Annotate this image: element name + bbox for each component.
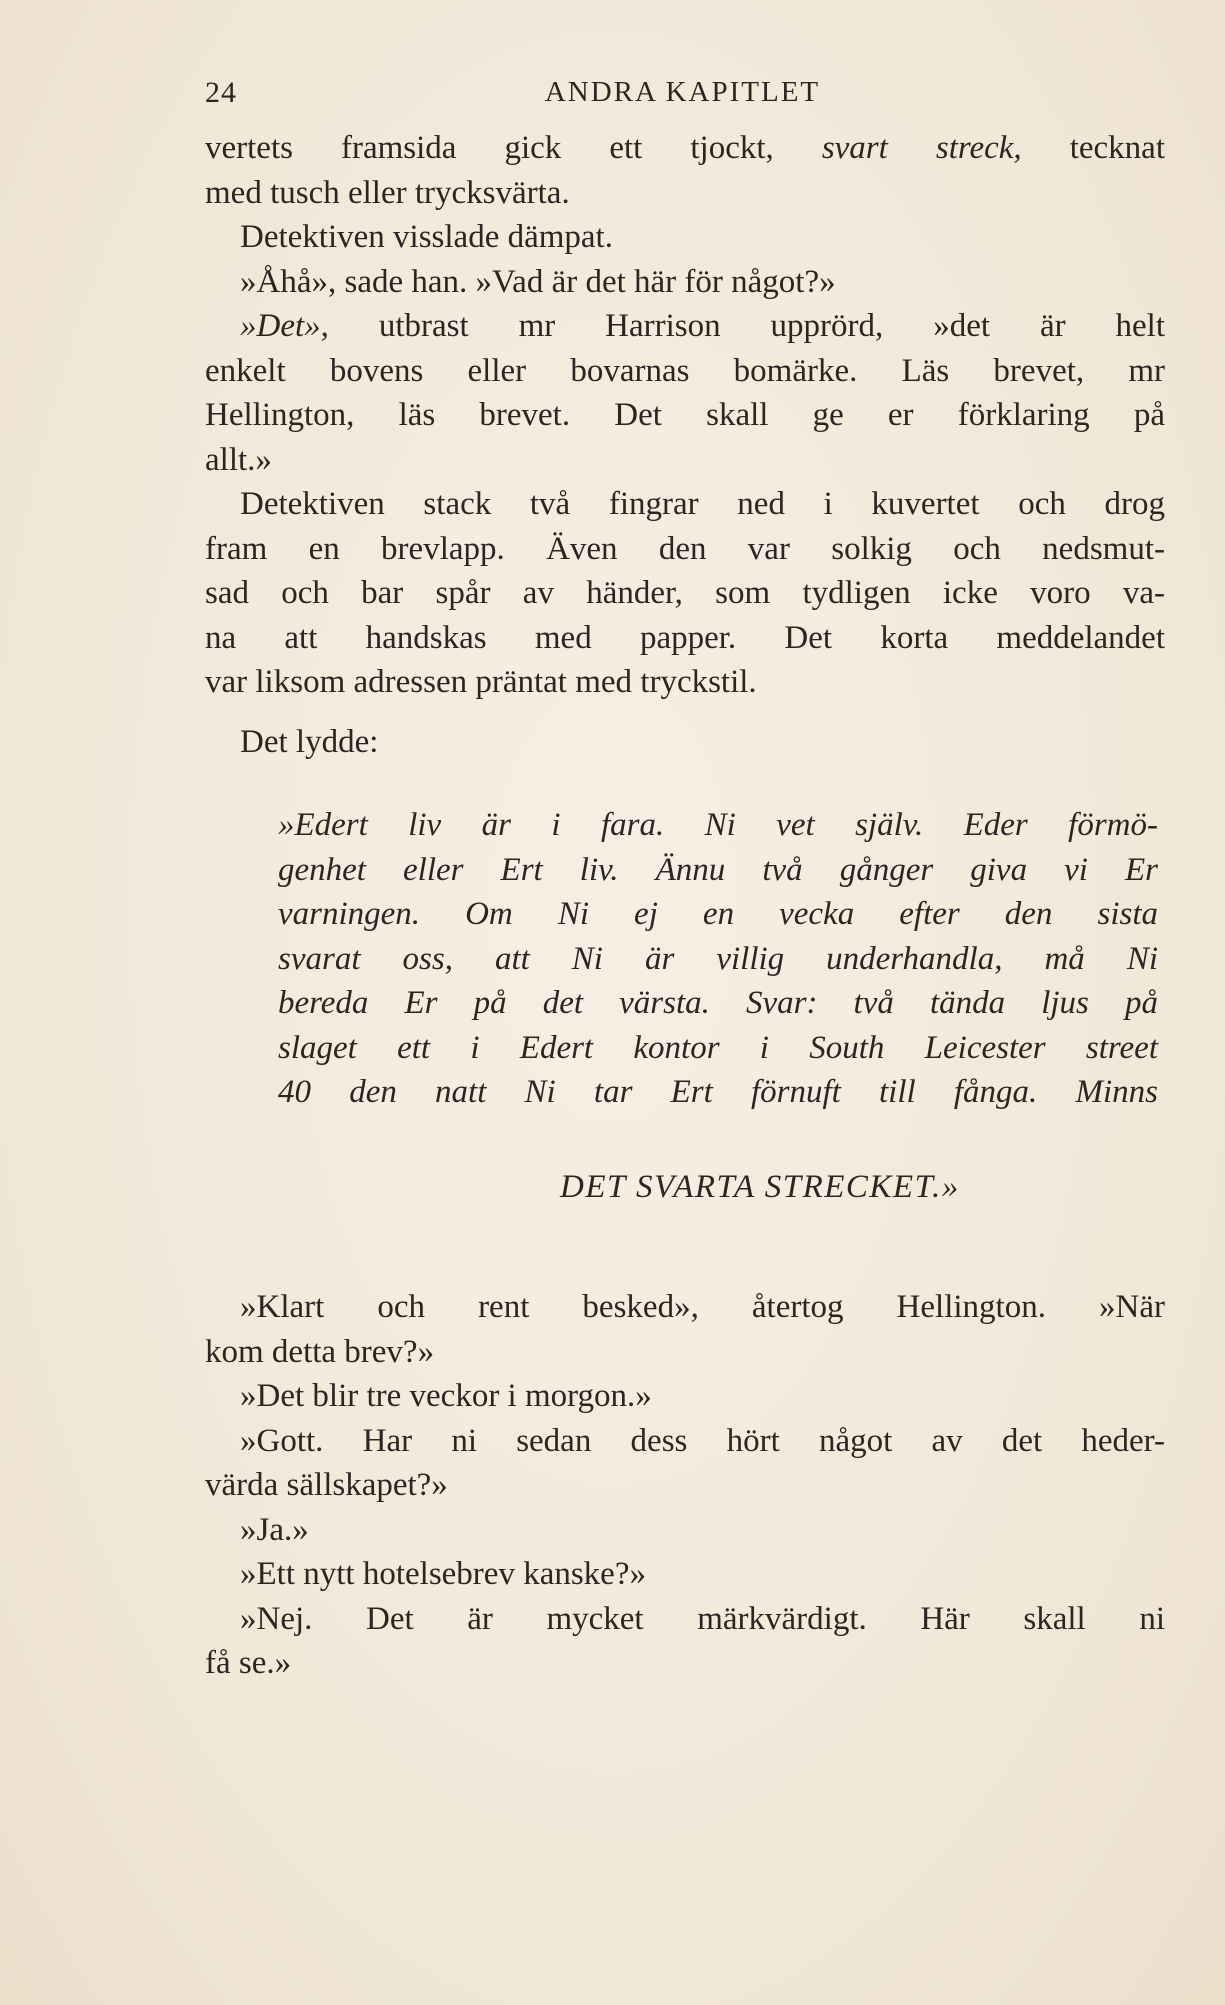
text-line: »Ett nytt hotelsebrev kanske?» xyxy=(240,1556,646,1592)
letter-line: varningen. Om Ni ej en vecka efter den sista xyxy=(278,896,1158,932)
text-line: »Det blir tre veckor i morgon.» xyxy=(240,1378,652,1414)
letter-line: genhet eller Ert liv. Ännu två gånger giva vi Er xyxy=(278,851,1158,888)
body-text-top xyxy=(205,126,1165,705)
letter-line: slaget ett i Edert kontor i South Leicester street xyxy=(278,1029,1158,1066)
text-line: Detektiven stack två fingrar ned i kuvertet och drog xyxy=(240,486,1165,522)
text-line: få se.» xyxy=(205,1645,292,1681)
body-text-bottom xyxy=(205,1285,1165,1686)
letter-line: bereda Er på det värsta. Svar: två tända ljus på xyxy=(278,985,1158,1021)
text-line: Detektiven visslade dämpat. xyxy=(240,219,613,255)
text-line: »Gott. Har ni sedan dess hört något av det heder- xyxy=(240,1422,1165,1459)
text-line: »Klart och rent besked», återtog Hellington. »När xyxy=(240,1289,1165,1325)
text-line: Det lydde: xyxy=(240,724,379,760)
text-line: var liksom adressen präntat med tryckstil. xyxy=(205,664,757,700)
text-line: värda sällskapet?» xyxy=(205,1467,448,1503)
text-line: med tusch eller trycksvärta. xyxy=(205,174,570,211)
text-line: allt.» xyxy=(205,441,272,478)
text-line: »Åhå», sade han. »Vad är det här för något?» xyxy=(240,263,836,300)
text-line: »Nej. Det är mycket märkvärdigt. Här skall ni xyxy=(240,1600,1165,1637)
body-text-intro xyxy=(205,720,1165,765)
text-line: enkelt bovens eller bovarnas bomärke. Läs brevet, mr xyxy=(205,352,1165,389)
page-number: 24 xyxy=(205,76,237,109)
signature-line: DET SVARTA STRECKET.» xyxy=(560,1169,960,1205)
text-line: »Ja.» xyxy=(240,1511,309,1548)
letter-line: »Edert liv är i fara. Ni vet själv. Eder förmö- xyxy=(278,807,1158,843)
text-line: kom detta brev?» xyxy=(205,1333,435,1370)
running-head: ANDRA KAPITLET xyxy=(544,76,821,108)
text-line: »Det», utbrast mr Harrison upprörd, »det är helt xyxy=(240,308,1165,344)
page-header xyxy=(205,76,1160,120)
emphasis: »Det», xyxy=(240,308,329,344)
letter-line: 40 den natt Ni tar Ert förnuft till fånga. Minns xyxy=(278,1074,1158,1110)
text-line: Hellington, läs brevet. Det skall ge er förklaring på xyxy=(205,397,1165,433)
text-line: fram en brevlapp. Även den var solkig och nedsmut- xyxy=(205,530,1165,567)
quoted-letter xyxy=(278,803,1158,1115)
letter-signature xyxy=(560,1165,1160,1210)
text-line: vertets framsida gick ett tjockt, svart streck, tecknat xyxy=(205,130,1165,166)
emphasis: svart streck, xyxy=(821,130,1022,166)
letter-line: svarat oss, att Ni är villig underhandla, må Ni xyxy=(278,940,1158,977)
text-line: sad och bar spår av händer, som tydligen icke voro va- xyxy=(205,575,1165,611)
text-line: na att handskas med papper. Det korta meddelandet xyxy=(205,619,1165,656)
